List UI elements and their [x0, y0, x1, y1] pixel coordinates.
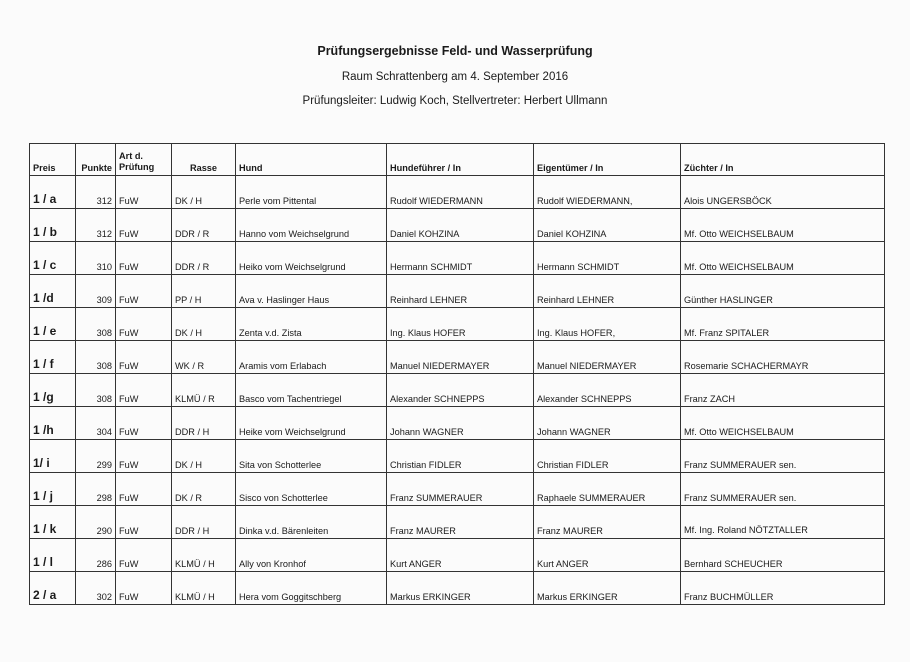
cell-eigentuemer: Alexander SCHNEPPS [534, 374, 681, 407]
document-subtitle: Raum Schrattenberg am 4. September 2016 [341, 71, 569, 83]
cell-zuechter: Franz ZACH [681, 374, 885, 407]
table-row [30, 440, 885, 473]
cell-hund: Ava v. Haslinger Haus [236, 275, 387, 308]
cell-preis: 1 /h [30, 407, 76, 440]
cell-art: FuW [116, 473, 172, 506]
table-row [30, 572, 885, 605]
cell-rasse: DDR / R [172, 209, 236, 242]
cell-rasse: DDR / H [172, 506, 236, 539]
cell-zuechter: Bernhard SCHEUCHER [681, 539, 885, 572]
cell-zuechter: Franz SUMMERAUER sen. [681, 440, 885, 473]
header-fuehrer: Hundeführer / In [387, 144, 534, 176]
cell-fuehrer: Alexander SCHNEPPS [387, 374, 534, 407]
cell-hund: Sita von Schotterlee [236, 440, 387, 473]
cell-eigentuemer: Franz MAURER [534, 506, 681, 539]
cell-hund: Zenta v.d. Zista [236, 308, 387, 341]
cell-rasse: KLMÜ / H [172, 572, 236, 605]
table-row [30, 176, 885, 209]
cell-hund: Sisco von Schotterlee [236, 473, 387, 506]
cell-art: FuW [116, 506, 172, 539]
cell-preis: 1 / j [30, 473, 76, 506]
cell-preis: 1 / f [30, 341, 76, 374]
cell-hund: Hanno vom Weichselgrund [236, 209, 387, 242]
cell-punkte: 312 [76, 176, 116, 209]
cell-punkte: 308 [76, 374, 116, 407]
cell-rasse: DK / H [172, 176, 236, 209]
cell-fuehrer: Reinhard LEHNER [387, 275, 534, 308]
cell-punkte: 299 [76, 440, 116, 473]
cell-zuechter: Mf. Otto WEICHSELBAUM [681, 407, 885, 440]
cell-fuehrer: Markus ERKINGER [387, 572, 534, 605]
cell-art: FuW [116, 242, 172, 275]
cell-hund: Perle vom Pittental [236, 176, 387, 209]
cell-hund: Ally von Kronhof [236, 539, 387, 572]
table-row [30, 341, 885, 374]
cell-zuechter: Franz BUCHMÜLLER [681, 572, 885, 605]
header-rasse: Rasse [172, 144, 236, 176]
cell-preis: 2 / a [30, 572, 76, 605]
cell-preis: 1/ i [30, 440, 76, 473]
cell-art: FuW [116, 275, 172, 308]
cell-rasse: DK / H [172, 308, 236, 341]
cell-eigentuemer: Daniel KOHZINA [534, 209, 681, 242]
document-title: Prüfungsergebnisse Feld- und Wasserprüfung [317, 44, 593, 58]
cell-eigentuemer: Hermann SCHMIDT [534, 242, 681, 275]
header-art [116, 144, 172, 176]
cell-eigentuemer: Reinhard LEHNER [534, 275, 681, 308]
cell-punkte: 298 [76, 473, 116, 506]
table-row [30, 473, 885, 506]
cell-rasse: DK / H [172, 440, 236, 473]
cell-preis: 1 / k [30, 506, 76, 539]
cell-rasse: DDR / H [172, 407, 236, 440]
cell-rasse: PP / H [172, 275, 236, 308]
cell-preis: 1 /d [30, 275, 76, 308]
cell-eigentuemer: Rudolf WIEDERMANN, [534, 176, 681, 209]
cell-art: FuW [116, 341, 172, 374]
cell-fuehrer: Ing. Klaus HOFER [387, 308, 534, 341]
header-preis: Preis [30, 144, 76, 176]
cell-punkte: 286 [76, 539, 116, 572]
cell-rasse: DDR / R [172, 242, 236, 275]
table-header-row [30, 144, 885, 176]
table-row [30, 209, 885, 242]
cell-eigentuemer: Markus ERKINGER [534, 572, 681, 605]
cell-eigentuemer: Kurt ANGER [534, 539, 681, 572]
cell-art: FuW [116, 308, 172, 341]
results-table [29, 143, 885, 605]
cell-punkte: 308 [76, 341, 116, 374]
cell-fuehrer: Johann WAGNER [387, 407, 534, 440]
cell-zuechter: Mf. Franz SPITALER [681, 308, 885, 341]
cell-fuehrer: Franz SUMMERAUER [387, 473, 534, 506]
table-row [30, 539, 885, 572]
cell-punkte: 310 [76, 242, 116, 275]
cell-punkte: 308 [76, 308, 116, 341]
cell-hund: Heiko vom Weichselgrund [236, 242, 387, 275]
cell-preis: 1 /g [30, 374, 76, 407]
cell-art: FuW [116, 176, 172, 209]
cell-punkte: 312 [76, 209, 116, 242]
cell-rasse: DK / R [172, 473, 236, 506]
table-row [30, 374, 885, 407]
cell-punkte: 309 [76, 275, 116, 308]
cell-zuechter: Mf. Ing. Roland NÖTZTALLER [681, 506, 885, 539]
cell-eigentuemer: Christian FIDLER [534, 440, 681, 473]
header-punkte: Punkte [76, 144, 116, 176]
cell-zuechter: Franz SUMMERAUER sen. [681, 473, 885, 506]
cell-zuechter: Alois UNGERSBÖCK [681, 176, 885, 209]
cell-punkte: 304 [76, 407, 116, 440]
cell-art: FuW [116, 209, 172, 242]
cell-hund: Dinka v.d. Bärenleiten [236, 506, 387, 539]
cell-eigentuemer: Ing. Klaus HOFER, [534, 308, 681, 341]
cell-zuechter: Günther HASLINGER [681, 275, 885, 308]
cell-eigentuemer: Johann WAGNER [534, 407, 681, 440]
cell-fuehrer: Christian FIDLER [387, 440, 534, 473]
table-row [30, 242, 885, 275]
cell-preis: 1 / c [30, 242, 76, 275]
cell-preis: 1 / l [30, 539, 76, 572]
cell-zuechter: Mf. Otto WEICHSELBAUM [681, 242, 885, 275]
cell-fuehrer: Franz MAURER [387, 506, 534, 539]
header-hund: Hund [236, 144, 387, 176]
cell-art: FuW [116, 374, 172, 407]
cell-hund: Hera vom Goggitschberg [236, 572, 387, 605]
cell-rasse: KLMÜ / R [172, 374, 236, 407]
header-art-line2: Prüfung [119, 162, 155, 172]
exam-leader-line: Prüfungsleiter: Ludwig Koch, Stellvertreter: Herbert Ullmann [302, 95, 608, 107]
cell-preis: 1 / e [30, 308, 76, 341]
cell-fuehrer: Daniel KOHZINA [387, 209, 534, 242]
cell-fuehrer: Manuel NIEDERMAYER [387, 341, 534, 374]
cell-zuechter: Rosemarie SCHACHERMAYR [681, 341, 885, 374]
header-art-line1: Art d. [119, 151, 143, 161]
cell-punkte: 290 [76, 506, 116, 539]
cell-art: FuW [116, 539, 172, 572]
table-row [30, 407, 885, 440]
table-row [30, 275, 885, 308]
header-eigentuemer: Eigentümer / In [534, 144, 681, 176]
cell-hund: Heike vom Weichselgrund [236, 407, 387, 440]
cell-preis: 1 / a [30, 176, 76, 209]
cell-rasse: WK / R [172, 341, 236, 374]
cell-preis: 1 / b [30, 209, 76, 242]
cell-fuehrer: Rudolf WIEDERMANN [387, 176, 534, 209]
cell-art: FuW [116, 572, 172, 605]
cell-hund: Basco vom Tachentriegel [236, 374, 387, 407]
table-body [30, 176, 885, 605]
table-row [30, 308, 885, 341]
cell-fuehrer: Hermann SCHMIDT [387, 242, 534, 275]
header-zuechter: Züchter / In [681, 144, 885, 176]
cell-zuechter: Mf. Otto WEICHSELBAUM [681, 209, 885, 242]
cell-hund: Aramis vom Erlabach [236, 341, 387, 374]
cell-eigentuemer: Manuel NIEDERMAYER [534, 341, 681, 374]
table-row [30, 506, 885, 539]
cell-art: FuW [116, 440, 172, 473]
cell-eigentuemer: Raphaele SUMMERAUER [534, 473, 681, 506]
cell-rasse: KLMÜ / H [172, 539, 236, 572]
cell-punkte: 302 [76, 572, 116, 605]
cell-fuehrer: Kurt ANGER [387, 539, 534, 572]
cell-art: FuW [116, 407, 172, 440]
